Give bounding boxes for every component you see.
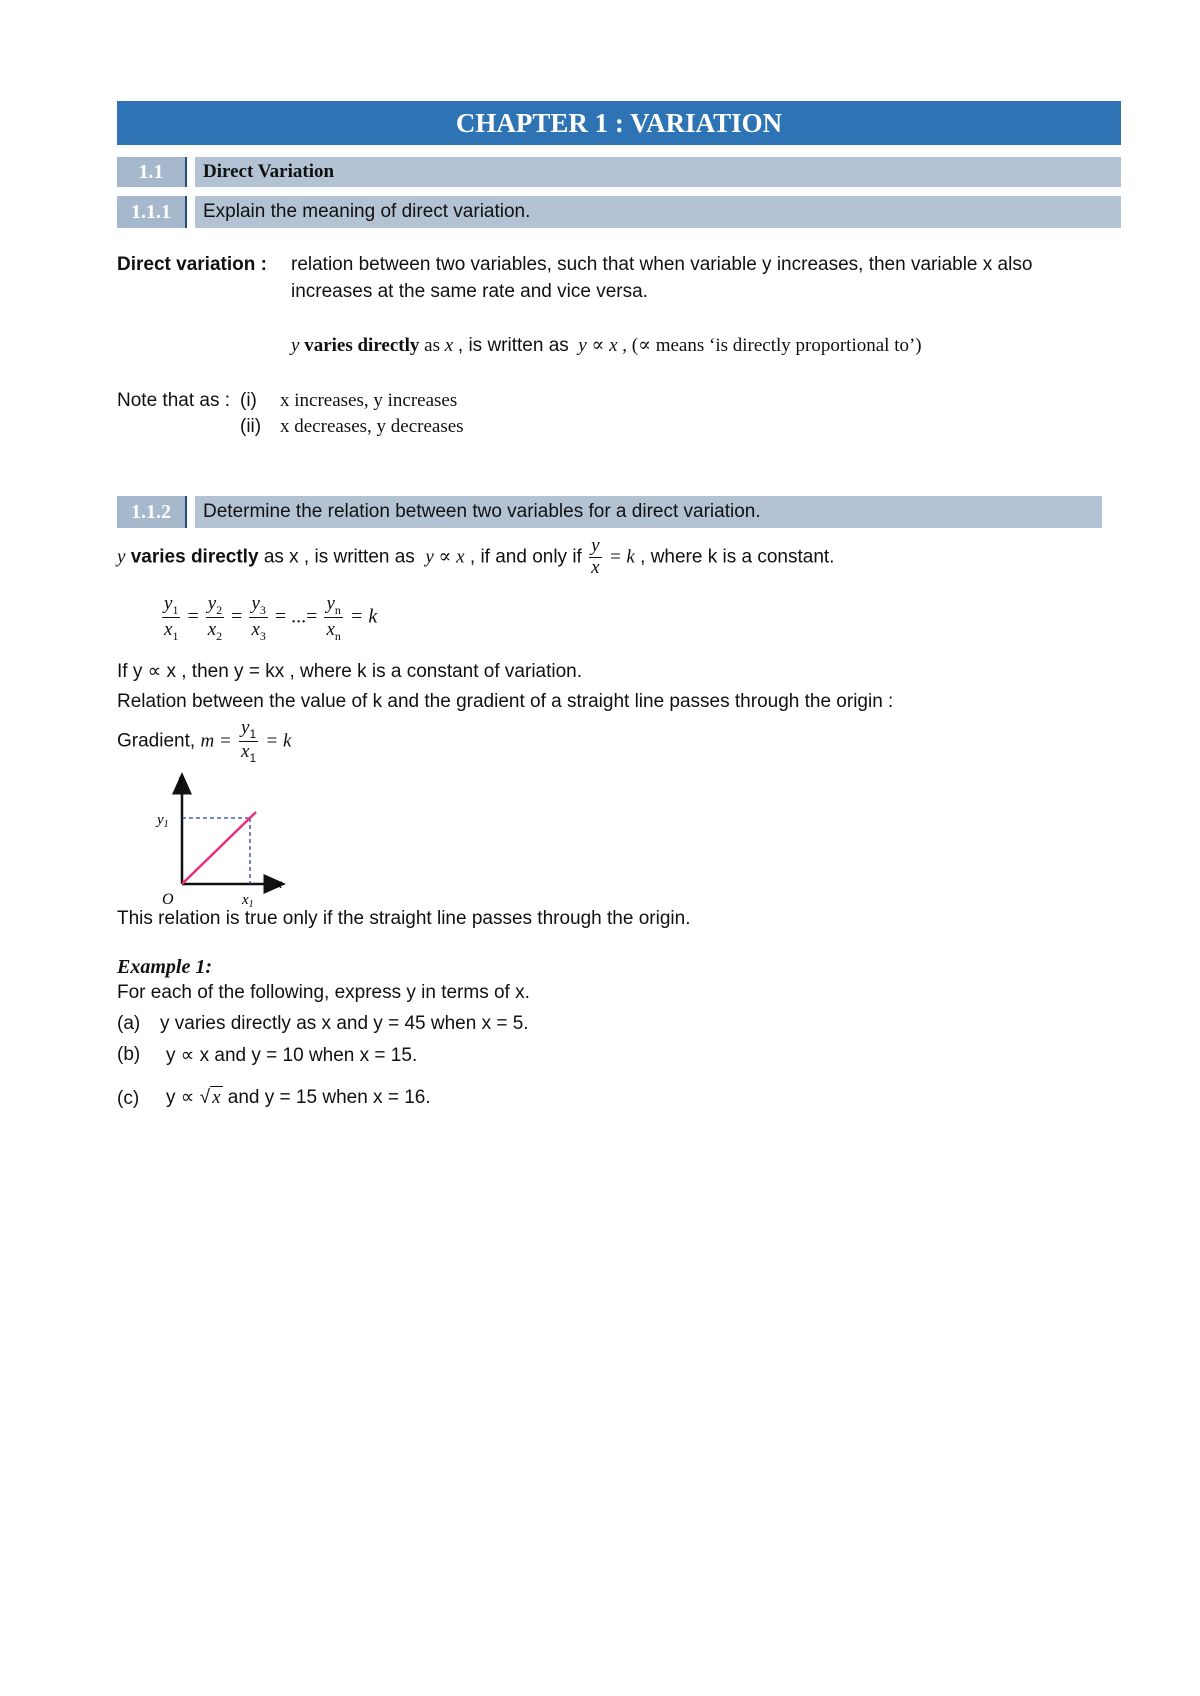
sqrt-symbol: √ x bbox=[199, 1087, 221, 1108]
ratio-1: $\frac{y_1}{x_1}$ bbox=[164, 593, 179, 644]
example-item-a-marker: (a) bbox=[117, 1013, 141, 1034]
section-title-1-1: Direct Variation bbox=[195, 157, 1121, 187]
section-number-1-1-1: 1.1.1 bbox=[117, 196, 187, 228]
note-label: Note that as : bbox=[117, 390, 231, 411]
section-title-1-1-1: Explain the meaning of direct variation. bbox=[195, 196, 1121, 228]
notation-line bbox=[291, 334, 922, 357]
note-item-2-text: x decreases, y decreases bbox=[280, 416, 464, 437]
relation-frac-den: x bbox=[591, 556, 600, 578]
section-number-1-1-2: 1.1.2 bbox=[117, 496, 187, 528]
example-title: Example 1: bbox=[117, 956, 212, 978]
gradient-formula bbox=[117, 718, 291, 765]
relation-y: y bbox=[117, 546, 126, 568]
gradient-label: Gradient, bbox=[117, 730, 196, 752]
ratio-n: $\frac{y_n}{x_n}$ bbox=[326, 593, 341, 644]
x-axis-label: x bbox=[276, 877, 283, 892]
relation-expr: y ∝ x bbox=[425, 546, 465, 568]
relation-frac-num: y bbox=[591, 535, 600, 556]
ratio-2: $\frac{y_2}{x_2}$ bbox=[207, 593, 223, 644]
gradient-m: m = bbox=[200, 730, 232, 752]
definition-term: Direct variation : bbox=[117, 254, 267, 275]
example-item-a-text: y varies directly as x and y = 45 when x = 5. bbox=[160, 1013, 529, 1034]
notation-varies-directly: varies directly bbox=[304, 335, 420, 356]
notation-written: , is written as bbox=[457, 335, 569, 356]
relation-intro bbox=[117, 536, 834, 579]
definition-line-2: increases at the same rate and vice versa. bbox=[291, 281, 648, 302]
notation-x: x bbox=[444, 335, 454, 356]
note-item-2-marker: (ii) bbox=[240, 416, 262, 437]
notation-symbol-expr: y ∝ x bbox=[578, 335, 618, 356]
ratio-dots: = ...= bbox=[274, 605, 318, 628]
definition-line-1: relation between two variables, such that when variable y increases, then variable x also bbox=[291, 254, 1033, 275]
proportional-line bbox=[182, 812, 256, 884]
section-number-1-1: 1.1 bbox=[117, 157, 187, 187]
example-item-c-text bbox=[166, 1086, 431, 1109]
ratio-chain: $\frac{y_1}{x_1}$ = $\frac{y_2}{x_2}$ = $\frac{y_3}{x_3}$ = ...= $\frac{y_n}{x_n}$ = k bbox=[164, 593, 378, 644]
relation-iff: , if and only if bbox=[469, 546, 582, 568]
relation-fraction bbox=[589, 536, 601, 579]
relation-eq-k: = k bbox=[608, 546, 635, 568]
relation-varies-directly: varies directly bbox=[130, 546, 259, 568]
ratio-end: = k bbox=[349, 605, 378, 628]
gradient-fraction: $\frac{y_1}{x_1}$ bbox=[241, 717, 257, 765]
example-item-c-post: and y = 15 when x = 16. bbox=[227, 1087, 431, 1108]
relation-mid: as x , is written as bbox=[263, 546, 415, 568]
gradient-intro: Relation between the value of k and the gradient of a straight line passes through the origin : bbox=[117, 691, 894, 712]
example-item-b-text: y ∝ x and y = 10 when x = 15. bbox=[166, 1045, 418, 1066]
origin-label: O bbox=[162, 891, 174, 908]
example-item-c-marker: (c) bbox=[117, 1088, 140, 1109]
if-then-line: If y ∝ x , then y = kx , where k is a constant of variation. bbox=[117, 661, 583, 682]
relation-tail: , where k is a constant. bbox=[640, 546, 835, 568]
example-item-b-marker: (b) bbox=[117, 1044, 141, 1065]
note-item-1-marker: (i) bbox=[240, 390, 257, 411]
x1-label: $x_1$ bbox=[242, 892, 254, 910]
ratio-3: $\frac{y_3}{x_3}$ bbox=[251, 593, 266, 644]
note-item-1-text: x increases, y increases bbox=[280, 390, 458, 411]
origin-note: This relation is true only if the straight line passes through the origin. bbox=[117, 908, 691, 929]
section-title-1-1-2: Determine the relation between two variables for a direct variation. bbox=[195, 496, 1102, 528]
y1-label: $y_1$ bbox=[157, 812, 169, 830]
notation-meaning: , (∝ means ‘is directly proportional to’) bbox=[622, 335, 922, 356]
notation-y: y bbox=[291, 335, 300, 356]
notation-as: as bbox=[424, 335, 440, 356]
direct-variation-graph bbox=[150, 770, 300, 910]
chapter-title: CHAPTER 1 : VARIATION bbox=[117, 101, 1121, 145]
example-intro: For each of the following, express y in terms of x. bbox=[117, 982, 530, 1003]
gradient-end: = k bbox=[265, 730, 292, 752]
example-item-c-pre: y ∝ bbox=[166, 1087, 195, 1108]
y-axis-label: y bbox=[178, 773, 185, 788]
